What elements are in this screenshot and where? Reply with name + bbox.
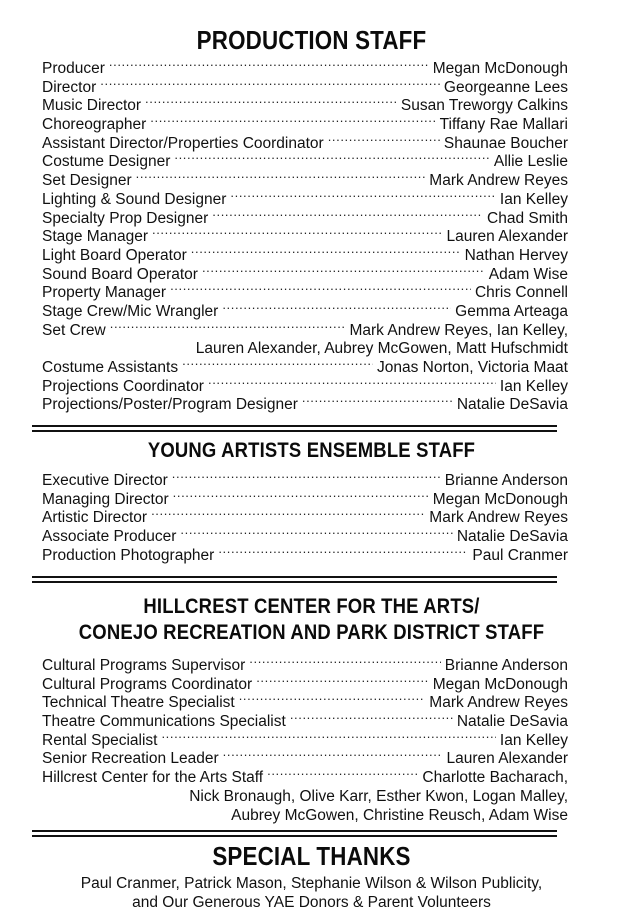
staff-name: Ian Kelley <box>499 377 568 395</box>
staff-row <box>42 547 568 566</box>
dot-leader <box>152 229 442 241</box>
dot-leader <box>109 61 429 73</box>
staff-role: Projections/Poster/Program Designer <box>42 396 298 414</box>
staff-role: Choreographer <box>42 116 147 134</box>
staff-name: Charlotte Bacharach, <box>422 769 568 787</box>
dot-leader <box>136 173 426 185</box>
staff-name: Shaunae Boucher <box>443 134 568 152</box>
dot-leader <box>249 658 440 670</box>
staff-role: Costume Designer <box>42 153 171 171</box>
staff-name: Jonas Norton, Victoria Maat <box>377 359 568 376</box>
staff-role: Lighting & Sound Designer <box>42 190 227 208</box>
staff-role: Associate Producer <box>42 528 177 546</box>
dot-leader <box>212 211 483 223</box>
staff-role: Specialty Prop Designer <box>42 209 209 227</box>
staff-row <box>42 676 568 695</box>
staff-role: Sound Board Operator <box>42 265 198 283</box>
section-divider <box>32 576 557 583</box>
staff-name: Mark Andrew Reyes <box>429 509 568 527</box>
staff-role: Artistic Director <box>42 509 148 527</box>
staff-name: Lauren Alexander <box>446 750 568 768</box>
staff-name: Allie Leslie <box>493 153 568 171</box>
staff-role: Set Designer <box>42 172 132 190</box>
dot-leader <box>302 397 453 409</box>
staff-role: Managing Director <box>42 490 169 508</box>
staff-row <box>42 210 568 229</box>
staff-name: Megan McDonough <box>432 60 568 77</box>
staff-name: Chad Smith <box>487 209 568 227</box>
special-thanks-line-1: Paul Cranmer, Patrick Mason, Stephanie Wilson & Wilson Publicity, <box>80 875 543 892</box>
dot-leader <box>161 733 495 745</box>
staff-role: Cultural Programs Coordinator <box>42 675 253 693</box>
staff-row <box>42 472 568 491</box>
staff-role: Set Crew <box>42 321 106 339</box>
hillcrest-staff-heading-line1: HILLCREST CENTER FOR THE ARTS/ <box>143 595 480 618</box>
staff-row <box>42 750 568 769</box>
staff-role: Costume Assistants <box>42 359 179 376</box>
dot-leader <box>191 248 461 260</box>
yae-staff-heading: YOUNG ARTISTS ENSEMBLE STAFF <box>147 439 476 462</box>
staff-row <box>42 228 568 247</box>
staff-name: Susan Treworgy Calkins <box>400 97 568 115</box>
staff-row <box>42 303 568 322</box>
dot-leader <box>174 154 490 166</box>
set-crew-continuation: Lauren Alexander, Aubrey McGowen, Matt Hufschmidt <box>195 340 568 358</box>
dot-leader <box>202 267 485 279</box>
staff-row <box>42 528 568 547</box>
staff-row <box>42 135 568 154</box>
staff-name: Georgeanne Lees <box>443 78 568 96</box>
dot-leader <box>328 136 440 148</box>
staff-role: Producer <box>42 60 105 77</box>
staff-name: Natalie DeSavia <box>456 396 568 414</box>
staff-name: Mark Andrew Reyes <box>429 172 568 190</box>
staff-row <box>42 491 568 510</box>
dot-leader <box>110 323 346 335</box>
staff-row <box>42 657 568 676</box>
staff-role: Projections Coordinator <box>42 377 204 395</box>
staff-name: Mark Andrew Reyes <box>429 694 568 712</box>
staff-role: Stage Manager <box>42 228 148 246</box>
staff-name: Natalie DeSavia <box>456 713 568 731</box>
staff-role: Hillcrest Center for the Arts Staff <box>42 769 264 787</box>
dot-leader <box>218 548 468 560</box>
dot-leader <box>208 379 496 391</box>
staff-role: Light Board Operator <box>42 246 187 264</box>
staff-name: Natalie DeSavia <box>456 528 568 546</box>
staff-name: Paul Cranmer <box>472 546 568 564</box>
staff-role: Property Manager <box>42 284 167 302</box>
staff-row <box>42 378 568 397</box>
staff-role: Executive Director <box>42 472 168 489</box>
staff-row <box>42 172 568 191</box>
dot-leader <box>145 98 397 110</box>
staff-row <box>42 79 568 98</box>
staff-row <box>42 191 568 210</box>
dot-leader <box>230 192 496 204</box>
dot-leader <box>170 285 471 297</box>
hillcrest-staff-list <box>42 657 568 825</box>
staff-row <box>42 713 568 732</box>
staff-role: Assistant Director/Properties Coordinator <box>42 134 324 152</box>
dot-leader <box>256 677 429 689</box>
staff-name: Ian Kelley <box>499 190 568 208</box>
staff-name: Chris Connell <box>474 284 568 302</box>
staff-role: Music Director <box>42 97 142 115</box>
dot-leader <box>151 510 425 522</box>
staff-name: Nathan Hervey <box>464 246 568 264</box>
special-thanks-line-2: and Our Generous YAE Donors & Parent Volunteers <box>132 894 491 911</box>
staff-row <box>42 359 568 378</box>
staff-name: Adam Wise <box>488 265 568 283</box>
staff-role: Director <box>42 78 97 96</box>
staff-role: Senior Recreation Leader <box>42 750 219 768</box>
staff-row <box>42 694 568 713</box>
production-staff-heading: PRODUCTION STAFF <box>196 25 427 55</box>
staff-row <box>42 266 568 285</box>
staff-row <box>42 153 568 172</box>
dot-leader <box>239 695 426 707</box>
staff-role: Technical Theatre Specialist <box>42 694 235 712</box>
staff-row <box>42 116 568 135</box>
staff-name: Brianne Anderson <box>444 657 568 674</box>
staff-role: Stage Crew/Mic Wrangler <box>42 302 219 320</box>
staff-row <box>42 322 568 341</box>
staff-row <box>42 509 568 528</box>
section-divider <box>32 425 557 432</box>
staff-role: Theatre Communications Specialist <box>42 713 286 731</box>
dot-leader <box>290 714 453 726</box>
production-staff-list <box>42 60 568 415</box>
dot-leader <box>180 529 452 541</box>
staff-name: Ian Kelley <box>499 731 568 749</box>
yae-staff-list <box>42 472 568 565</box>
staff-row <box>42 284 568 303</box>
staff-row <box>42 769 568 788</box>
staff-name: Lauren Alexander <box>446 228 568 246</box>
staff-name: Tiffany Rae Mallari <box>439 116 568 134</box>
staff-row <box>42 247 568 266</box>
staff-row <box>42 732 568 751</box>
staff-role: Rental Specialist <box>42 731 158 749</box>
staff-role: Cultural Programs Supervisor <box>42 657 246 674</box>
staff-row <box>42 60 568 79</box>
dot-leader <box>100 80 440 92</box>
staff-name: Megan McDonough <box>432 675 568 693</box>
special-thanks-text <box>0 874 623 912</box>
staff-row <box>42 97 568 116</box>
staff-name: Mark Andrew Reyes, Ian Kelley, <box>349 321 568 339</box>
staff-role: Production Photographer <box>42 546 215 564</box>
dot-leader <box>267 770 418 782</box>
staff-name: Brianne Anderson <box>444 472 568 489</box>
special-thanks-heading: SPECIAL THANKS <box>212 841 411 871</box>
staff-row <box>42 396 568 415</box>
dot-leader <box>223 751 443 763</box>
hillcrest-staff-continuation-1: Nick Bronaugh, Olive Karr, Esther Kwon, Logan Malley, <box>189 787 568 805</box>
hillcrest-staff-continuation-2: Aubrey McGowen, Christine Reusch, Adam Wise <box>231 806 568 824</box>
section-divider <box>32 830 557 837</box>
dot-leader <box>150 117 435 129</box>
dot-leader <box>173 492 429 504</box>
hillcrest-staff-heading-line2: CONEJO RECREATION AND PARK DISTRICT STAFF <box>78 621 545 644</box>
dot-leader <box>182 360 373 372</box>
staff-name: Gemma Arteaga <box>455 302 568 320</box>
staff-name: Megan McDonough <box>432 490 568 508</box>
dot-leader <box>222 304 451 316</box>
dot-leader <box>172 473 441 485</box>
